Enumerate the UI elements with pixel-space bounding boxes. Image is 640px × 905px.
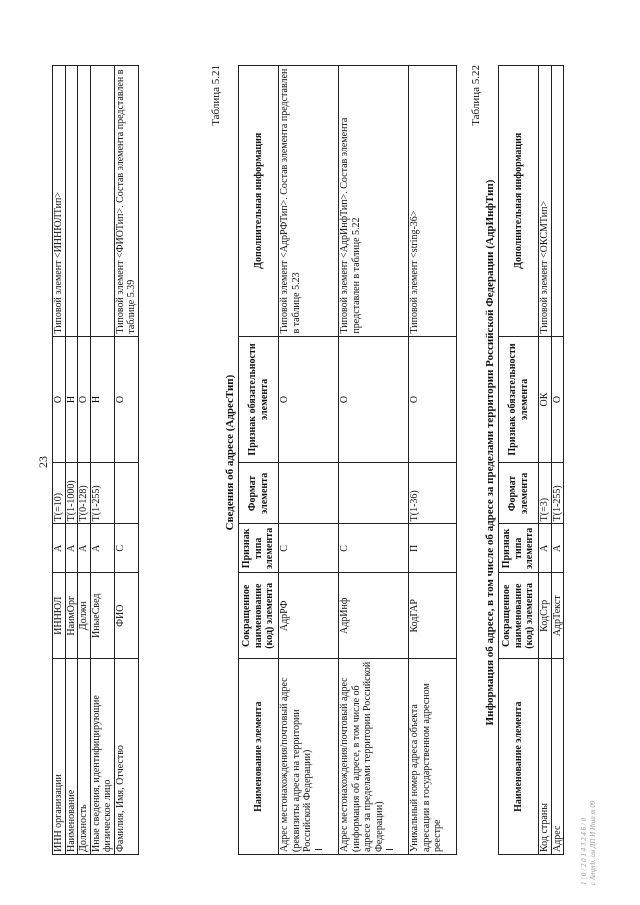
cell-code: АдрТекст (551, 573, 564, 659)
cell-type: П (409, 524, 457, 573)
cell-required: О (78, 336, 91, 463)
address-table (238, 65, 457, 855)
cell-name (279, 659, 339, 855)
continuation-table (52, 65, 139, 855)
cell-required: Н (90, 336, 114, 463)
cell-code: ИННЮЛ (53, 573, 66, 659)
col-header: Признак типа элемента (239, 524, 279, 573)
header-row (499, 66, 539, 855)
cell-required: О (279, 336, 339, 463)
cell-info: Типовой элемент <ОКСМТип> (539, 66, 552, 337)
cell-code: АдрИнф (339, 573, 409, 659)
cell-required: ОК (539, 336, 552, 463)
cell-name: Наименование (65, 659, 78, 855)
cell-required: О (339, 336, 409, 463)
cell-name: Должность (78, 659, 91, 855)
cell-format (114, 463, 138, 524)
cell-info (65, 66, 78, 337)
cell-name: Адрес (551, 659, 564, 855)
col-header: Сокращенное наименование (код) элемента (239, 573, 279, 659)
cell-info: Типовой элемент <ИННЮЛТип> (53, 66, 66, 337)
col-header: Сокращенное наименование (код) элемента (499, 573, 539, 659)
col-header: Дополнительная информация (499, 66, 539, 337)
cell-code: АдрРФ (279, 573, 339, 659)
cell-required: Н (65, 336, 78, 463)
cell-code: КодСтр (539, 573, 552, 659)
cell-info: Типовой элемент <ФИОТип>. Состав элемента представлен в таблице 5.39 (114, 66, 138, 337)
cell-name: ИНН организации (53, 659, 66, 855)
cell-format (339, 463, 409, 524)
cell-format (279, 463, 339, 524)
col-header: Признак обязательности элемента (239, 336, 279, 463)
cell-format: T(1-255) (551, 463, 564, 524)
cell-type: А (551, 524, 564, 573)
cell-name: Фамилия, Имя, Отчество (114, 659, 138, 855)
col-header: Признак типа элемента (499, 524, 539, 573)
cell-format: T(1-255) (90, 463, 114, 524)
cell-info (551, 66, 564, 337)
cell-info (90, 66, 114, 337)
col-header: Признак обязательности элемента (499, 336, 539, 463)
cell-type: С (114, 524, 138, 573)
pen-mark (315, 849, 322, 850)
cell-name: Уникальный номер адреса объекта адресации в государственном адресном реестре (409, 659, 457, 855)
cell-info (78, 66, 91, 337)
cell-type: С (279, 524, 339, 573)
cell-code: ФИО (114, 573, 138, 659)
table-row (90, 66, 114, 855)
cell-format: T(0-128) (78, 463, 91, 524)
address-info-table (498, 65, 564, 855)
cell-name (339, 659, 409, 855)
cell-required: О (551, 336, 564, 463)
col-header: Наименование элемента (499, 659, 539, 855)
cell-type: А (78, 524, 91, 573)
cell-info: Типовой элемент <АдрРФТип>. Состав элемента представлен в таблице 5.23 (279, 66, 339, 337)
col-header: Формат элемента (239, 463, 279, 524)
cell-name: Иные сведения, идентифицирующие физическое лицо (90, 659, 114, 855)
table-title: Информация об адресе, в том числе об адресе за пределами территории Российской Федерации (АдрИнфТип) (484, 179, 496, 726)
cell-type: А (90, 524, 114, 573)
table-row (53, 66, 66, 855)
cell-format: T(1-1000) (65, 463, 78, 524)
cell-type: А (65, 524, 78, 573)
cell-code: НаимОрг (65, 573, 78, 659)
cell-required: О (409, 336, 457, 463)
cell-name: Код страны (539, 659, 552, 855)
cell-code: ИныеСвед (90, 573, 114, 659)
cell-required: О (53, 336, 66, 463)
cell-format: T(=3) (539, 463, 552, 524)
cell-type: А (539, 524, 552, 573)
table-row (339, 66, 409, 855)
cell-code: КодГАР (409, 573, 457, 659)
table-row (65, 66, 78, 855)
stamp-line: с Amprb. ом ДП И Иша т 09 (589, 800, 597, 885)
table-row (539, 66, 552, 855)
table-row (279, 66, 339, 855)
cell-name-text: Адрес местонахождения/почтовый адрес (информация об адресе, в том числе об адресе за пределами территории Российской Федерации) (339, 661, 385, 852)
col-header: Формат элемента (499, 463, 539, 524)
cell-name-text: Адрес местонахождения/почтовый адрес (реквизиты адреса на территории Российской Федерации) (279, 677, 313, 852)
cell-type: А (53, 524, 66, 573)
table-number: Таблица 5.22 (470, 65, 482, 126)
header-row (239, 66, 279, 855)
col-header: Дополнительная информация (239, 66, 279, 337)
table-row (78, 66, 91, 855)
cell-info: Типовой элемент <string-36> (409, 66, 457, 337)
pen-mark (386, 849, 393, 850)
table-title: Сведения об адресе (АдресТип) (224, 374, 236, 531)
cell-required: О (114, 336, 138, 463)
cell-code: Должн (78, 573, 91, 659)
table-number: Таблица 5.21 (210, 65, 222, 126)
page-number: 23 (36, 456, 50, 468)
table-row (409, 66, 457, 855)
stamp-line: 1 | 0 / 2 0 1 4 3 2 4 6 / 0 (580, 817, 588, 885)
faint-stamp (580, 801, 598, 885)
table-row (551, 66, 564, 855)
table-row (114, 66, 138, 855)
cell-type: С (339, 524, 409, 573)
cell-format: T(1-36) (409, 463, 457, 524)
cell-format: T(=10) (53, 463, 66, 524)
cell-info: Типовой элемент <АдрИнфТип>. Состав элемента представлен в таблице 5.22 (339, 66, 409, 337)
col-header: Наименование элемента (239, 659, 279, 855)
